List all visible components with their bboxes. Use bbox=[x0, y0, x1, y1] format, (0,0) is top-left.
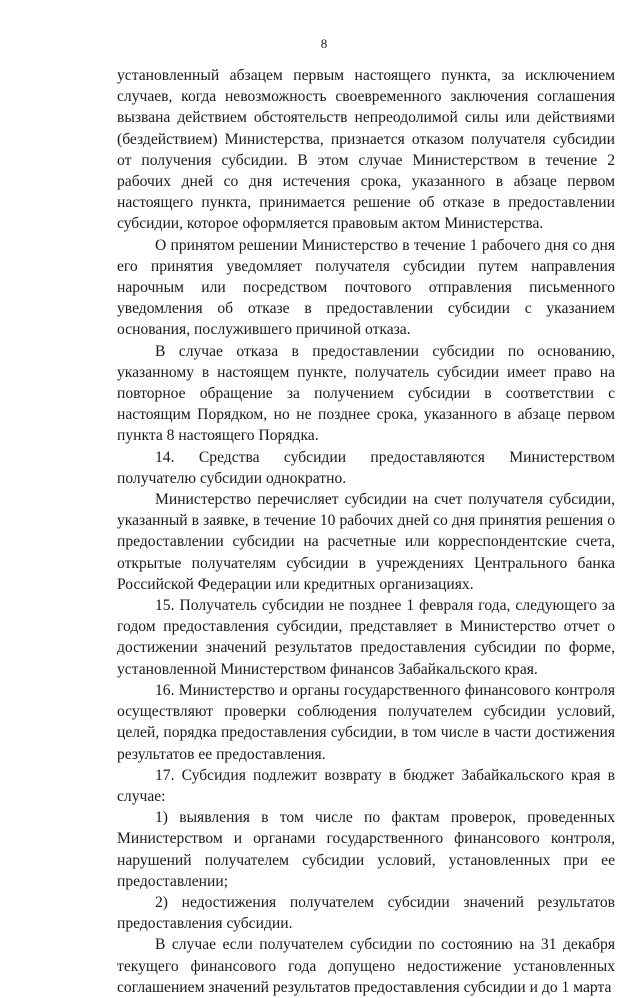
paragraph-continuation: установленный абзацем первым настоящего пункта, за исключением случаев, когда невозможность своевременного заключения соглашения вызвана действием обстоятельств непреодолимой силы или действиями (бездействием) Министерства, признается отказом получателя субсидии от получения субсидии. В этом случае Министерством в течение 2 рабочих дней со дня истечения срока, указанного в абзаце первом настоящего пункта, принимается решение об отказе в предоставлении субсидии, которое оформляется правовым актом Министерства. bbox=[117, 67, 615, 233]
paragraph-item-15: 15. Получатель субсидии не позднее 1 февраля года, следующего за годом предоставления субсидии, представляет в Министерство отчет о достижении значений результатов предоставления субсидии по форме, установленной Министерством финансов Забайкальского края. bbox=[117, 597, 615, 678]
paragraph-subitem-1: 1) выявления в том числе по фактам проверок, проведенных Министерством и органами государственного финансового контроля, нарушений получателем субсидии условий, установленных при ее предоставлении; bbox=[117, 809, 615, 890]
paragraph-item-16: 16. Министерство и органы государственного финансового контроля осуществляют проверки соблюдения получателем субсидии условий, целей, порядка предоставления субсидии, в том числе в части достижения результатов ее предоставления. bbox=[117, 681, 615, 763]
paragraph-refusal-right: В случае отказа в предоставлении субсидии по основанию, указанному в настоящем пункте, получатель субсидии имеет право на повторное обращение за получением субсидии в соответствии с настоящим Порядком, но не позднее срока, указанного в абзаце первом пункта 8 настоящего Порядка. bbox=[117, 342, 615, 445]
paragraph-notification: О принятом решении Министерство в течение 1 рабочего дня со дня его принятия уведомляет получателя субсидии путем направления нарочным или посредством почтового отправления письменного уведомления об отказе в предоставлении субсидии с указанием основания, послужившего причиной отказа. bbox=[117, 236, 615, 339]
paragraph-underachievement: В случае если получателем субсидии по состоянию на 31 декабря текущего финансового года допущено недостижение установленных соглашением значений результатов предоставления субсидии и до 1 марта bbox=[117, 936, 615, 996]
page-number: 8 bbox=[320, 36, 328, 51]
paragraph-item-17: 17. Субсидия подлежит возврату в бюджет Забайкальского края в случае: bbox=[117, 766, 615, 805]
paragraph-subitem-2: 2) недостижения получателем субсидии значений результатов предоставления субсидии. bbox=[117, 893, 615, 933]
paragraph-item-14: 14. Средства субсидии предоставляются Министерством получателю субсидии однократно. bbox=[117, 448, 615, 487]
paragraph-transfer: Министерство перечисляет субсидии на счет получателя субсидии, указанный в заявке, в течение 10 рабочих дней со дня принятия решения о предоставлении субсидии на расчетные или корреспондентские счета, открытые получателям субсидии в учреждениях Центрального банка Российской Федерации или кредитных организациях. bbox=[117, 491, 615, 593]
